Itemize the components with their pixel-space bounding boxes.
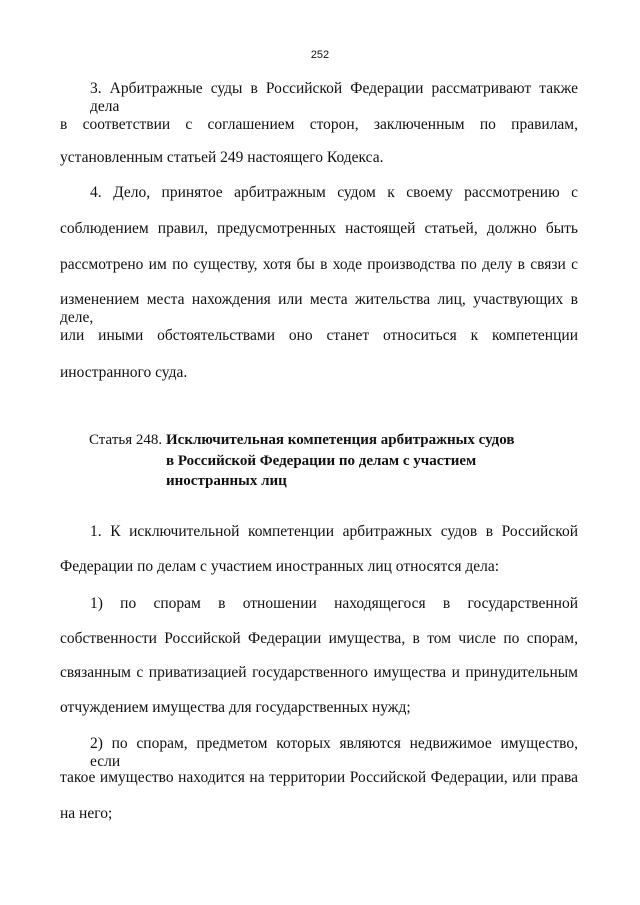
text-line: соблюдением правил, предусмотренных настоящей статьей, должно быть <box>60 220 578 237</box>
text-line: 1) по спорам в отношении находящегося в государственной <box>90 595 578 612</box>
text-line: такое имущество находится на территории Российской Федерации, или права <box>60 769 578 786</box>
page-number: 252 <box>310 49 330 61</box>
text-line: в соответствии с соглашением сторон, заключенным по правилам, <box>60 116 578 133</box>
text-line: или иными обстоятельствами оно станет относиться к компетенции <box>60 327 578 344</box>
text-line: 3. Арбитражные суды в Российской Федерации рассматривают также дела <box>90 80 578 115</box>
text-line: отчуждением имущества для государственных нужд; <box>60 699 411 716</box>
text-line: изменением места нахождения или места жительства лиц, участвующих в деле, <box>60 291 578 326</box>
text-line: 1. К исключительной компетенции арбитражных судов в Российской <box>90 523 578 540</box>
text-line: 4. Дело, принятое арбитражным судом к своему рассмотрению с <box>90 184 578 201</box>
text-line: собственности Российской Федерации имущества, в том числе по спорам, <box>60 630 578 647</box>
article-title-line: в Российской Федерации по делам с участием <box>166 453 477 469</box>
text-line: Федерации по делам с участием иностранных лиц относятся дела: <box>60 558 500 575</box>
text-line: на него; <box>60 805 113 822</box>
text-line: рассмотрено им по существу, хотя бы в ходе производства по делу в связи с <box>60 256 578 273</box>
text-line: связанным с приватизацией государственного имущества и принудительным <box>60 664 578 681</box>
article-title-line: Исключительная компетенция арбитражных судов <box>166 432 515 448</box>
text-line: 2) по спорам, предметом которых являются недвижимое имущество, если <box>90 735 578 770</box>
text-line: иностранного суда. <box>60 364 188 381</box>
article-title-line: иностранных лиц <box>166 473 287 489</box>
text-line: установленным статьей 249 настоящего Кодекса. <box>60 149 384 166</box>
article-label: Статья 248. <box>89 432 163 448</box>
